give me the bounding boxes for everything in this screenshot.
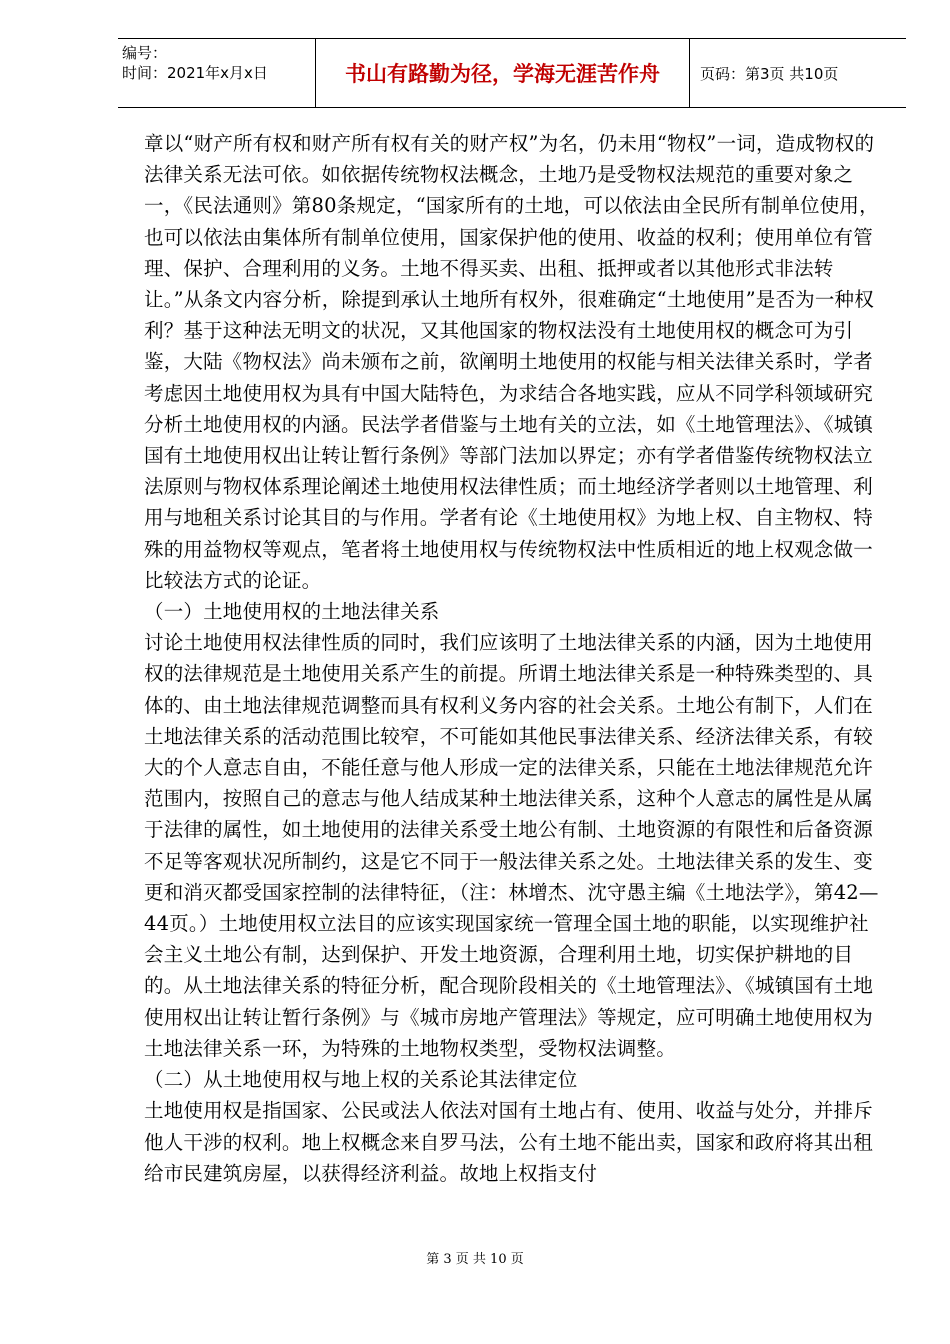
header-info-cell — [118, 39, 316, 107]
header-table — [118, 38, 906, 108]
page-footer — [0, 1248, 950, 1267]
body-paragraph: 土地使用权是指国家、公民或法人依法对国有土地占有、使用、收益与处分，并排斥他人干涉的权利。地上权概念来自罗马法，公有土地不能出卖，国家和政府将其出租给市民建筑房屋，以获得经济利益。故地上权指支付 — [144, 1099, 873, 1185]
footer-page-number: 第 3 页 共 10 页 — [426, 1252, 524, 1267]
document-number: 编号： — [122, 44, 168, 62]
header-page-cell — [690, 39, 906, 107]
document-body — [144, 128, 888, 1189]
body-paragraph: 章以“财产所有权和财产所有权有关的财产权”为名，仍未用“物权”一词，造成物权的法律关系无法可依。如依据传统物权法概念，土地乃是受物权法规范的重要对象之一，《民法通则》第80条规定，“国家所有的土地，可以依法由全民所有制单位使用，也可以依法由集体所有制单位使用，国家保护他的使用、收益的权利；使用单位有管理、保护、合理利用的义务。土地不得买卖、出租、抵押或者以其他形式非法转让。”从条文内容分析，除提到承认土地所有权外，很难确定“土地使用”是否为一种权利？基于这种法无明文的状况，又其他国家的物权法没有土地使用权的概念可为引鉴，大陆《物权法》尚未颁布之前，欲阐明土地使用的权能与相关法律关系时，学者考虑因土地使用权为具有中国大陆特色，为求结合各地实践，应从不同学科领域研究分析土地使用权的内涵。民法学者借鉴与土地有关的立法，如《土地管理法》、《城镇国有土地使用权出让转让暂行条例》等部门法加以界定；亦有学者借鉴传统物权法立法原则与物权体系理论阐述土地使用权法律性质；而土地经济学者则以土地管理、利用与地租关系讨论其目的与作用。学者有论《土地使用权》为地上权、自主物权、特殊的用益物权等观点，笔者将土地使用权与传统物权法中性质相近的地上权观念做一比较法方式的论证。 — [144, 132, 879, 592]
section-heading-1: （一）土地使用权的土地法律关系 — [144, 600, 440, 624]
header-motto-cell — [316, 39, 690, 107]
document-time: 时间：2021年x月x日 — [122, 64, 268, 82]
header-page-number: 页码：第3页 共10页 — [700, 64, 839, 83]
header-motto: 书山有路勤为径，学海无涯苦作舟 — [345, 62, 660, 86]
body-paragraph: 讨论土地使用权法律性质的同时，我们应该明了土地法律关系的内涵，因为土地使用权的法律规范是土地使用关系产生的前提。所谓土地法律关系是一种特殊类型的、具体的、由土地法律规范调整而具有权利义务内容的社会关系。土地公有制下，人们在土地法律关系的活动范围比较窄，不可能如其他民事法律关系、经济法律关系，有较大的个人意志自由，不能任意与他人形成一定的法律关系，只能在土地法律规范允许范围内，按照自己的意志与他人结成某种土地法律关系，这种个人意志的属性是从属于法律的属性，如土地使用的法律关系受土地公有制、土地资源的有限性和后备资源不足等客观状况所制约，这是它不同于一般法律关系之处。土地法律关系的发生、变更和消灭都受国家控制的法律特征，（注：林增杰、沈守愚主编《土地法学》，第42—44页。）土地使用权立法目的应该实现国家统一管理全国土地的职能，以实现维护社会主义土地公有制，达到保护、开发土地资源，合理利用土地，切实保护耕地的目的。从土地法律关系的特征分析，配合现阶段相关的《土地管理法》、《城镇国有土地使用权出让转让暂行条例》与《城市房地产管理法》等规定，应可明确土地使用权为土地法律关系一环，为特殊的土地物权类型，受物权法调整。 — [144, 631, 879, 1060]
section-heading-2: （二）从土地使用权与地上权的关系论其法律定位 — [144, 1068, 578, 1092]
